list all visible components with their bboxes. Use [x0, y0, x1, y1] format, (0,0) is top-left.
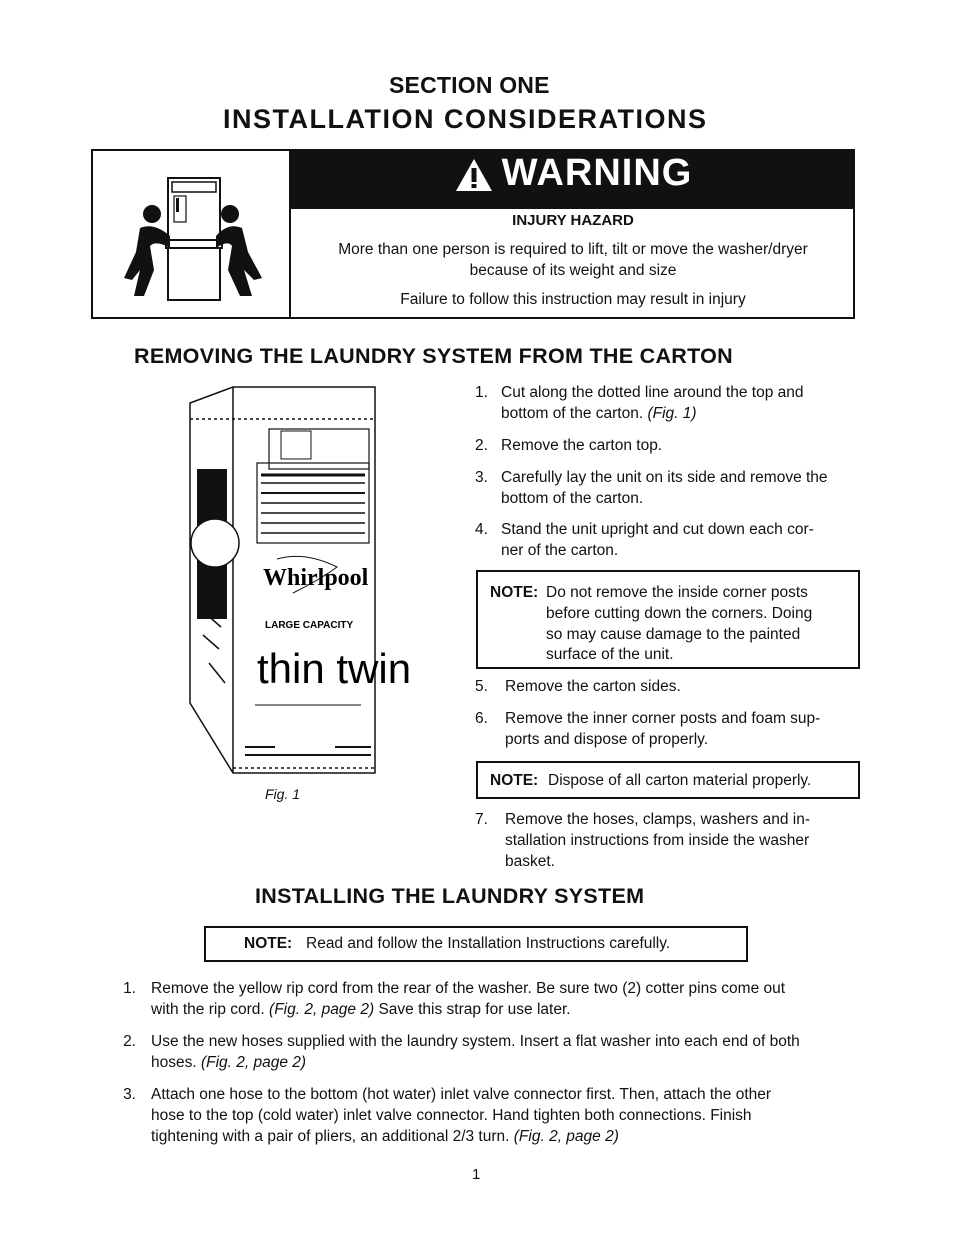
removing-heading: REMOVING THE LAUNDRY SYSTEM FROM THE CARTON	[134, 344, 733, 368]
warning-banner	[291, 149, 855, 209]
note-dispose: NOTE: Dispose of all carton material properly.	[476, 761, 860, 799]
fig-ref: (Fig. 2, page 2)	[269, 1001, 375, 1018]
warning-text-2: because of its weight and size	[469, 262, 677, 279]
carton-illustration	[185, 383, 412, 780]
capacity-label: LARGE CAPACITY	[265, 620, 354, 631]
alert-triangle-icon	[454, 157, 494, 193]
installing-heading: INSTALLING THE LAUNDRY SYSTEM	[255, 884, 645, 908]
step-2: 2. Remove the carton top.	[475, 437, 663, 454]
fig-ref: (Fig. 1)	[647, 405, 697, 422]
page-number: 1	[472, 1166, 481, 1183]
step-5: 5. Remove the carton sides.	[475, 678, 681, 695]
figure-caption: Fig. 1	[265, 786, 301, 802]
warning-text-1: More than one person is required to lift, tilt or move the washer/dryer	[338, 241, 808, 258]
step-6: 6. Remove the inner corner posts and foam sup- ports and dispose of properly.	[475, 710, 821, 748]
section-title: INSTALLATION CONSIDERATIONS	[223, 104, 708, 134]
section-label: SECTION ONE	[389, 72, 550, 98]
step-4: 4. Stand the unit upright and cut down each cor- ner of the carton.	[475, 521, 814, 559]
warning-text-3: Failure to follow this instruction may result in injury	[400, 291, 746, 308]
fig-ref: (Fig. 2, page 2)	[200, 1054, 307, 1071]
two-person-lift-icon	[110, 170, 270, 308]
hazard-label: INJURY HAZARD	[512, 212, 634, 229]
fig-ref: (Fig. 2, page 2)	[513, 1128, 619, 1145]
warning-title: WARNING	[501, 152, 693, 194]
warning-heading	[291, 152, 855, 195]
step-1: 1. Cut along the dotted line around the top and bottom of the carton. (Fig. 1)	[475, 384, 804, 422]
note-read-instructions: NOTE: Read and follow the Installation Instructions carefully.	[204, 926, 748, 962]
step-7: 7. Remove the hoses, clamps, washers and in- stallation instructions from inside the washer basket.	[475, 811, 810, 870]
brand-logo: Whirlpool	[263, 565, 369, 591]
step-3: 3. Carefully lay the unit on its side and remove the bottom of the carton.	[475, 469, 828, 507]
product-logo: thin twin	[257, 645, 412, 692]
note-corner-posts: NOTE: Do not remove the inside corner posts before cutting down the corners. Doing so may cause damage to the painted surface of the unit.	[476, 570, 860, 669]
